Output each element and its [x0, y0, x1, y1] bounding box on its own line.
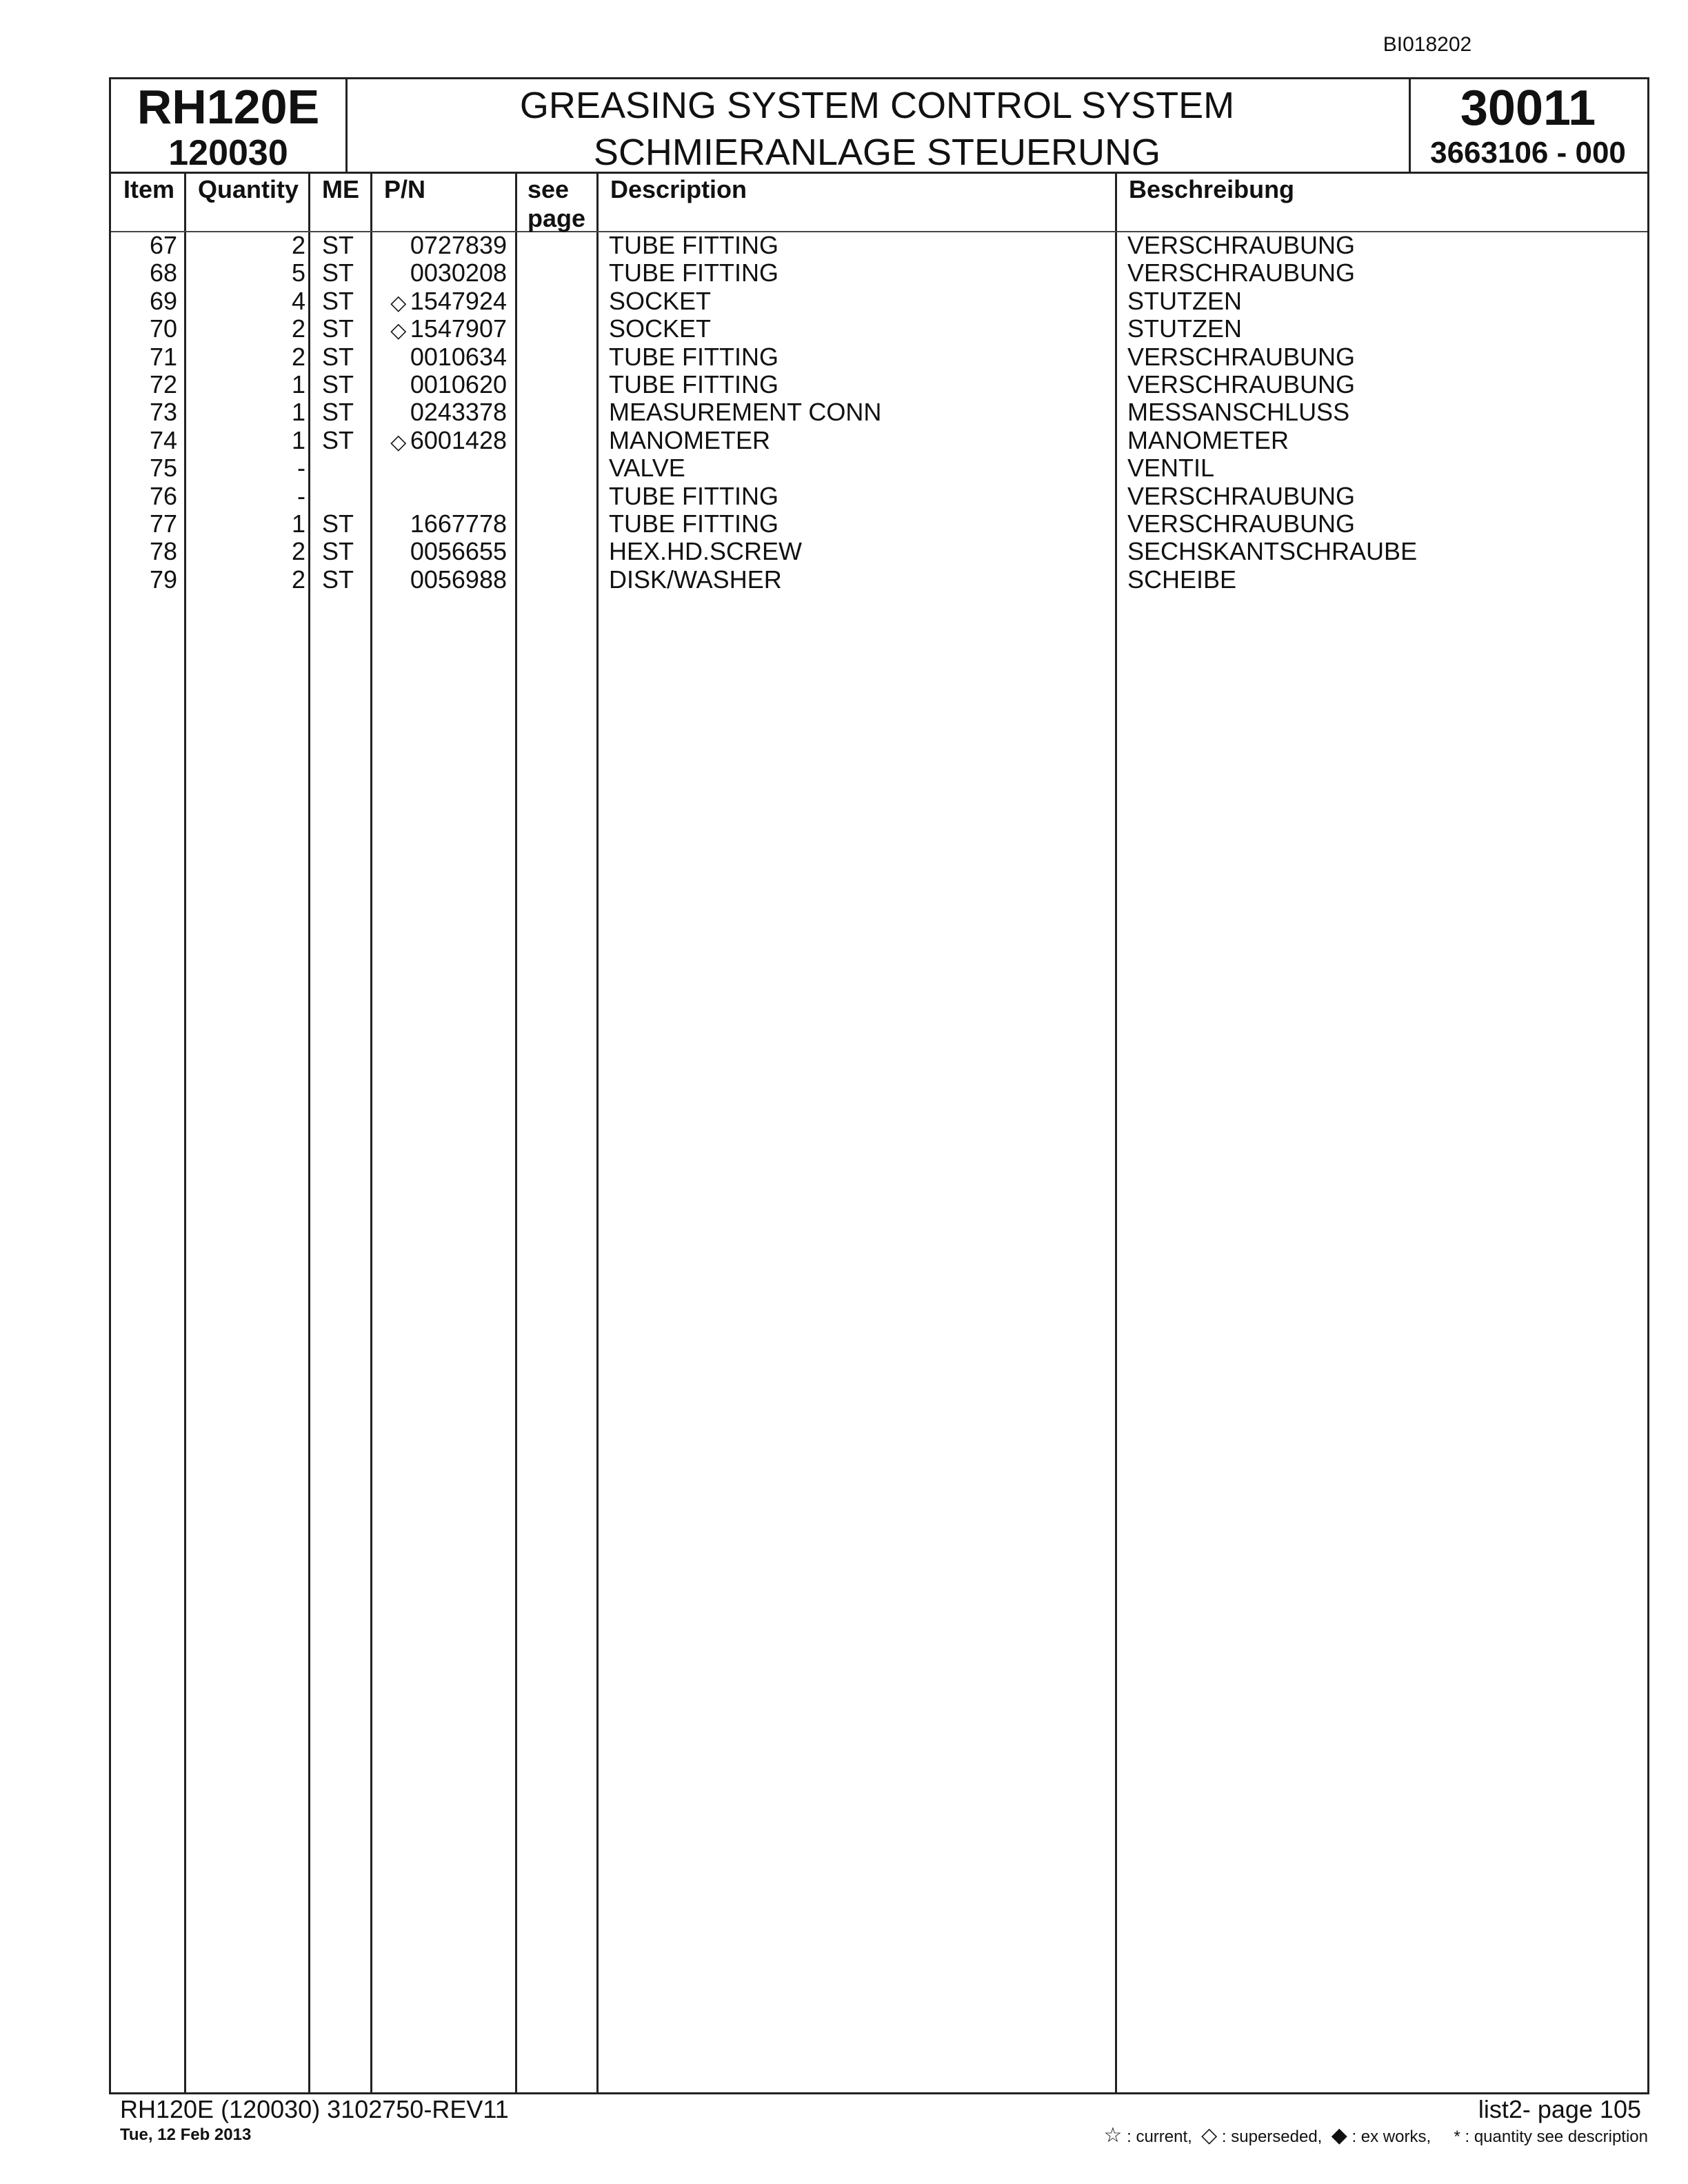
title-english: GREASING SYSTEM CONTROL SYSTEM [519, 85, 1235, 126]
description-de: VERSCHRAUBUNG [1127, 259, 1356, 287]
page-label: page [528, 204, 586, 232]
col-header-item: Item [123, 175, 175, 203]
parts-table [109, 174, 1649, 2094]
table-row [111, 483, 1647, 510]
status-diamond-icon: ◇ [390, 291, 407, 314]
description-de: STUTZEN [1127, 314, 1242, 343]
description-en: SOCKET [609, 314, 712, 343]
description-de: SCHEIBE [1127, 565, 1237, 594]
description-de: VERSCHRAUBUNG [1127, 231, 1356, 259]
unit-value: ST [322, 342, 354, 371]
part-number-value: 0010634 [410, 342, 507, 371]
description-de: VERSCHRAUBUNG [1127, 509, 1356, 538]
col-header-pn: P/N [384, 175, 426, 203]
item-number: 73 [149, 398, 177, 427]
item-number: 74 [149, 425, 177, 454]
quantity-value: 4 [291, 286, 305, 315]
quantity-value: 2 [291, 342, 305, 371]
diamond-outline-icon: ◇ [1201, 2124, 1218, 2147]
footer-date: Tue, 12 Feb 2013 [120, 2125, 252, 2144]
quantity-value: 1 [291, 509, 305, 538]
description-de: SECHSKANTSCHRAUBE [1127, 537, 1418, 566]
unit-value: ST [322, 286, 354, 315]
quantity-value: 2 [291, 231, 305, 259]
unit-value: ST [322, 259, 354, 287]
star-outline-icon: ☆ [1103, 2124, 1123, 2147]
part-number [380, 232, 507, 259]
unit-value: ST [322, 537, 354, 566]
part-number-value: 0056655 [410, 537, 507, 566]
footer-reference: RH120E (120030) 3102750-REV11 [120, 2095, 509, 2123]
description-en: DISK/WASHER [609, 565, 782, 594]
unit-value: ST [322, 398, 354, 427]
table-row [111, 315, 1647, 343]
see-label: see [528, 175, 570, 203]
item-number: 70 [149, 314, 177, 343]
part-number [380, 510, 507, 538]
unit-value: ST [322, 231, 354, 259]
item-number: 68 [149, 259, 177, 287]
part-number-value: 0010620 [410, 370, 507, 398]
table-row [111, 259, 1647, 287]
description-de: VERSCHRAUBUNG [1127, 342, 1356, 371]
part-number [380, 398, 507, 426]
table-row [111, 371, 1647, 398]
description-de: MESSANSCHLUSS [1127, 398, 1350, 427]
part-number [380, 538, 507, 565]
part-number [380, 566, 507, 594]
part-number-value: 0056988 [410, 565, 507, 594]
group-number: 30011 [1460, 81, 1596, 136]
table-row [111, 454, 1647, 482]
part-number [380, 454, 507, 482]
description-en: VALVE [609, 454, 685, 483]
header-box [109, 77, 1649, 174]
part-number-value: 1667778 [410, 509, 507, 538]
table-body [111, 232, 1647, 594]
table-row [111, 232, 1647, 259]
unit-value: ST [322, 565, 354, 594]
quantity-value: 2 [291, 537, 305, 566]
part-number [380, 427, 507, 456]
col-header-description: Description [610, 175, 747, 203]
description-de: VERSCHRAUBUNG [1127, 481, 1356, 510]
status-diamond-icon: ◇ [390, 319, 407, 343]
description-en: TUBE FITTING [609, 231, 778, 259]
description-de: VENTIL [1127, 454, 1215, 483]
unit-value: ST [322, 370, 354, 398]
description-en: TUBE FITTING [609, 509, 778, 538]
part-number-value: 0243378 [410, 398, 507, 427]
item-number: 76 [149, 481, 177, 510]
col-header-see-page [528, 175, 585, 233]
drawing-number: 3663106 - 000 [1430, 136, 1626, 170]
description-en: TUBE FITTING [609, 342, 778, 371]
serial-number: 120030 [168, 133, 288, 173]
table-row [111, 566, 1647, 594]
quantity-value: 2 [291, 565, 305, 594]
model-cell [111, 79, 348, 172]
model-name: RH120E [137, 80, 320, 134]
part-number [380, 483, 507, 510]
item-number: 69 [149, 286, 177, 315]
part-number [380, 287, 507, 317]
col-header-quantity: Quantity [198, 175, 299, 203]
quantity-value: 1 [291, 370, 305, 398]
description-de: STUTZEN [1127, 286, 1242, 315]
part-number-value: 6001428 [410, 425, 507, 454]
description-en: TUBE FITTING [609, 481, 778, 510]
description-en: TUBE FITTING [609, 259, 778, 287]
description-en: MANOMETER [609, 425, 770, 454]
unit-value: ST [322, 314, 354, 343]
item-number: 72 [149, 370, 177, 398]
legend-current: : current, [1127, 2127, 1192, 2146]
legend-ex-works: : ex works, [1352, 2127, 1431, 2146]
description-en: SOCKET [609, 286, 712, 315]
unit-value: ST [322, 509, 354, 538]
item-number: 71 [149, 342, 177, 371]
diamond-filled-icon: ◆ [1331, 2124, 1347, 2147]
table-row [111, 343, 1647, 371]
item-number: 67 [149, 231, 177, 259]
unit-value: ST [322, 425, 354, 454]
part-number-value: 0727839 [410, 231, 507, 259]
part-number-value: 0030208 [410, 259, 507, 287]
asterisk-icon: * [1454, 2127, 1460, 2146]
part-number-value: 1547924 [410, 286, 507, 315]
part-number [380, 343, 507, 371]
part-number-value: 1547907 [410, 314, 507, 343]
description-en: MEASUREMENT CONN [609, 398, 882, 427]
part-number [380, 259, 507, 287]
legend-superseded: : superseded, [1221, 2127, 1323, 2146]
description-de: MANOMETER [1127, 425, 1289, 454]
quantity-value: 2 [291, 314, 305, 343]
item-number: 79 [149, 565, 177, 594]
legend-quantity: : quantity see description [1465, 2127, 1648, 2146]
symbol-legend [1048, 2123, 1648, 2147]
item-number: 75 [149, 454, 177, 483]
description-en: HEX.HD.SCREW [609, 537, 803, 566]
quantity-value: 5 [291, 259, 305, 287]
description-de: VERSCHRAUBUNG [1127, 370, 1356, 398]
table-row [111, 427, 1647, 454]
status-diamond-icon: ◇ [390, 430, 407, 454]
title-cell [345, 79, 1411, 172]
part-number [380, 315, 507, 345]
quantity-value: 1 [291, 425, 305, 454]
table-row [111, 287, 1647, 315]
title-german: SCHMIERANLAGE STEUERUNG [593, 132, 1161, 173]
quantity-value: 1 [291, 398, 305, 427]
col-header-beschreibung: Beschreibung [1129, 175, 1295, 203]
table-row [111, 538, 1647, 565]
quantity-value: - [297, 481, 305, 510]
footer-page-number: list2- page 105 [1478, 2095, 1641, 2123]
item-number: 77 [149, 509, 177, 538]
description-en: TUBE FITTING [609, 370, 778, 398]
col-header-me: ME [322, 175, 359, 203]
quantity-value: - [297, 454, 305, 483]
table-row [111, 398, 1647, 426]
document-id: BI018202 [1383, 33, 1472, 56]
table-row [111, 510, 1647, 538]
item-number: 78 [149, 537, 177, 566]
part-number [380, 371, 507, 398]
